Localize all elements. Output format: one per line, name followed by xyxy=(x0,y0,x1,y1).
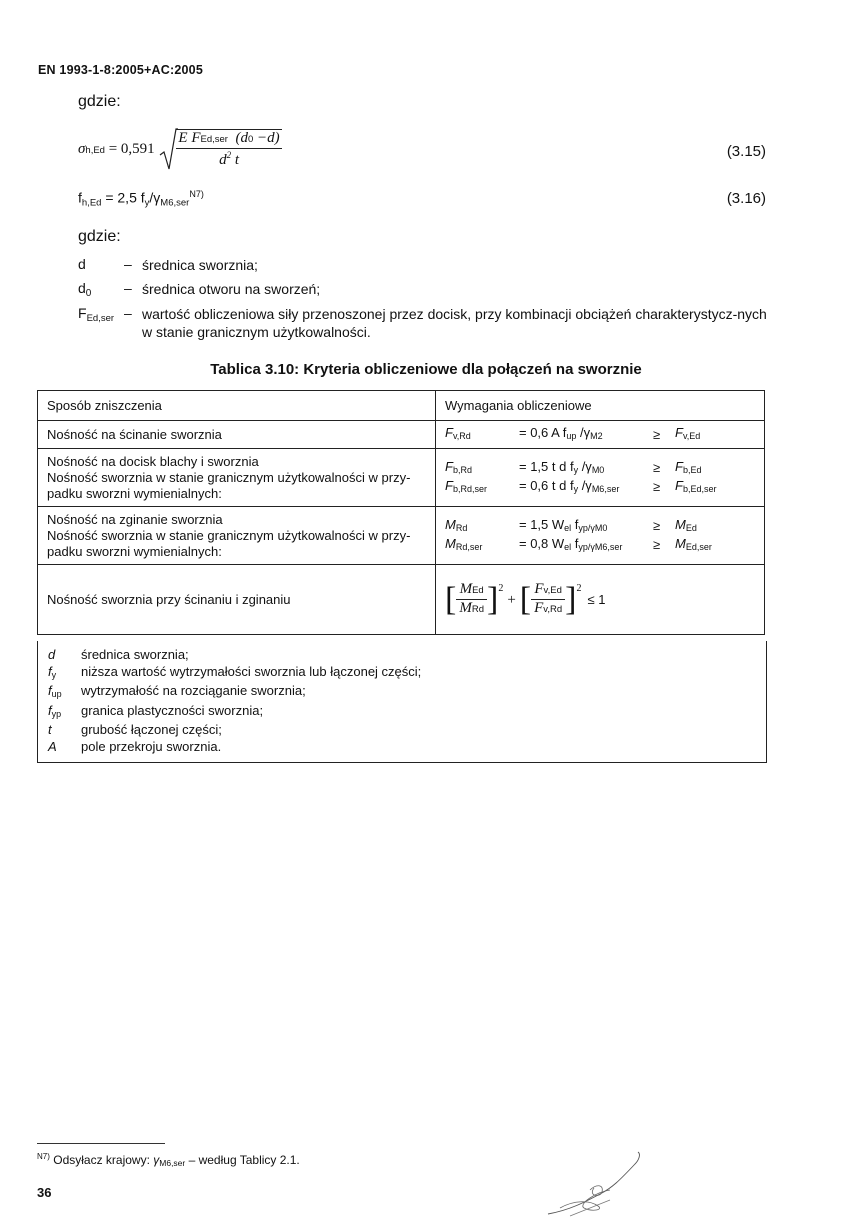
criteria-table xyxy=(37,390,765,635)
equation-3-16 xyxy=(78,189,204,209)
legend-row: fyp granica plastyczności sworznia; xyxy=(48,702,264,719)
eq315-coef: = 0,591 xyxy=(108,140,155,157)
eq315-num-d0-sub: 0 xyxy=(247,134,254,145)
equation-number-3-16: (3.16) xyxy=(726,190,766,207)
equation-number-3-15: (3.15) xyxy=(726,143,766,160)
eq316-rhs-sub2: M6,ser xyxy=(160,197,190,209)
definition-text-d0: średnica otworu na sworzeń; xyxy=(142,281,321,297)
equation-3-15 xyxy=(78,127,282,171)
gdzie-label-2: gdzie: xyxy=(78,228,121,245)
table-row xyxy=(38,449,765,507)
definition-text-fedser: wartość obliczeniowa siły przenoszonej przez docisk, przy kombinacji obciążeń charakterystycz-nych w stanie granicznym użytkowalności. xyxy=(142,306,767,340)
table-row xyxy=(38,565,765,635)
table-row xyxy=(38,421,765,449)
table-row xyxy=(38,507,765,565)
legend-row: A pole przekroju sworznia. xyxy=(48,738,222,754)
definition-symbol-d0: $d_0$ xyxy=(78,280,92,299)
eq315-den-sup: 2 xyxy=(226,150,232,160)
definition-symbol-fedser: $F_{Ed,ser}$ xyxy=(78,305,115,324)
definition-symbol-d: d xyxy=(78,256,86,272)
document-header: EN 1993-1-8:2005+AC:2005 xyxy=(38,63,203,77)
requirement-cell: Fb,Rd = 1,5 t d fy /γM0 ≥ Fb,Ed Fb,Rd,ser = 0,6 t d fy /γM6,ser ≥ Fb,Ed,ser xyxy=(436,449,765,507)
eq315-num-paren: (d xyxy=(235,130,248,146)
eq315-num-rest: −d) xyxy=(257,130,280,146)
eq315-num-sub: Ed,ser xyxy=(200,134,228,145)
eq315-denominator xyxy=(176,149,281,169)
requirement-cell: Fv,Rd = 0,6 A fup /γM2 ≥ Fv,Ed xyxy=(436,421,765,449)
table-caption: Tablica 3.10: Kryteria obliczeniowe dla połączeń na sworznie xyxy=(210,361,642,378)
failure-mode-cell: Nośność na ścinanie sworznia xyxy=(38,421,436,449)
definition-dash: – xyxy=(124,256,132,272)
definition-text-d: średnica sworznia; xyxy=(142,257,258,273)
failure-mode-cell: Nośność na docisk blachy i sworznia Nośność sworznia w stanie granicznym użytkowalności w przy-padku sworzni wymienialnych: xyxy=(38,449,436,507)
legend-row: fy niższa wartość wytrzymałości sworznia lub łączonej części; xyxy=(48,663,422,680)
eq316-lhs-sub: h,Ed xyxy=(81,197,102,209)
failure-mode-cell: Nośność na zginanie sworznia Nośność sworznia w stanie granicznym użytkowalności w przy-padku sworzni wymienialnych: xyxy=(38,507,436,565)
shear-ratio: Fv,Ed Fv,Rd xyxy=(531,581,565,618)
column-header-failure-mode: Sposób zniszczenia xyxy=(38,391,436,421)
requirement-cell: MRd = 1,5 Wel fyp/γM0 ≥ MEd MRd,ser = 0,8 Wel fyp/γM6,ser ≥ MEd,ser xyxy=(436,507,765,565)
eq315-den: d xyxy=(219,152,227,168)
eq315-den-t: t xyxy=(234,152,239,168)
definition-dash: – xyxy=(124,280,132,296)
failure-mode-cell: Nośność sworznia przy ścinaniu i zginaniu xyxy=(38,565,436,635)
eq316-note-sup: N7) xyxy=(189,189,204,199)
eq316-rhs-mid: /γ xyxy=(149,189,161,206)
moment-ratio: MEd MRd xyxy=(456,581,487,618)
signature-scribble-icon xyxy=(540,1150,660,1220)
legend-row: fup wytrzymałość na rozciąganie sworznia; xyxy=(48,683,306,700)
column-header-requirements: Wymagania obliczeniowe xyxy=(436,391,765,421)
sqrt-sign-icon xyxy=(158,127,178,171)
footnote-separator xyxy=(37,1143,165,1144)
page-number: 36 xyxy=(37,1185,52,1200)
table-header-row xyxy=(38,391,765,421)
eq315-num-ef: E F xyxy=(178,130,201,146)
eq315-lhs: σ xyxy=(78,140,86,157)
footnote: $^{N7)}$ Odsyłacz krajowy: γM6,ser – według Tablicy 2.1. xyxy=(37,1152,300,1168)
interaction-formula: [ MEd MRd ] $^2$ + [ Fv,Ed Fv,Rd ] $^2$ ≤ 1 xyxy=(445,580,606,618)
eq315-numerator xyxy=(176,130,281,149)
eq315-lhs-sub: h,Ed xyxy=(85,144,105,156)
eq315-fraction xyxy=(176,129,281,169)
table-legend xyxy=(37,641,767,763)
legend-row: t grubość łączonej części; xyxy=(48,722,222,738)
eq316-rhs: = 2,5 f xyxy=(105,189,145,206)
legend-row: d średnica sworznia; xyxy=(48,647,189,662)
definition-dash: – xyxy=(124,305,132,321)
interaction-formula-cell xyxy=(436,565,765,635)
eq316-rhs-sub1: y xyxy=(144,197,150,209)
eq316-lhs: f xyxy=(78,189,82,206)
gdzie-label-1: gdzie: xyxy=(78,93,121,110)
